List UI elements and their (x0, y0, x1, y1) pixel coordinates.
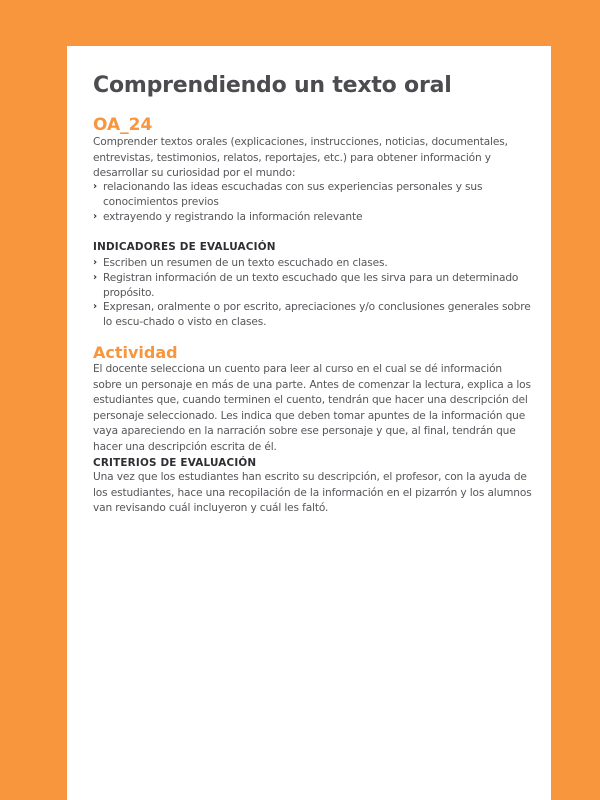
list-item (93, 210, 533, 225)
list-item (93, 300, 533, 330)
chevron-right-icon: › (93, 210, 97, 222)
activity-text: El docente selecciona un cuento para leer al curso en el cual se dé información sobre un personaje en más de una parte. Antes de comenzar la lectura, explica a los estudiantes que, cuando terminen el cuento, tendrán que hacer una descripción del personaje seleccionado. Les indica que deben tomar apuntes de la información que vaya apareciendo en la narración sobre ese personaje y que, al final, tendrán que hacer una descripción escrita de él. (93, 363, 531, 453)
list-item-text: extrayendo y registrando la información relevante (103, 210, 363, 223)
list-item-text: relacionando las ideas escuchadas con sus experiencias personales y sus conocimientos previos (103, 181, 483, 208)
list-item-text: Escriben un resumen de un texto escuchado en clases. (103, 257, 388, 269)
chevron-right-icon: › (93, 271, 97, 283)
list-item-text: Registran información de un texto escuchado que les sirva para un determinado propósito. (103, 271, 519, 299)
list-item (93, 180, 533, 210)
criteria-text: Una vez que los estudiantes han escrito su descripción, el profesor, con la ayuda de los estudiantes, hace una recopilación de la información en el pizarrón y los alumnos van revisando cuál incluyeron y cuál les faltó. (93, 471, 532, 515)
chevron-right-icon: › (93, 257, 97, 268)
chevron-right-icon: › (93, 301, 97, 313)
indicators-heading: INDICADORES DE EVALUACIÓN (93, 241, 276, 253)
chevron-right-icon: › (93, 181, 97, 192)
document-page (67, 46, 551, 800)
page-title: Comprendiendo un texto oral (93, 73, 452, 98)
objective-description: Comprender textos orales (explicaciones, instrucciones, noticias, documentales, entrevistas, testimonios, relatos, reportajes, etc.) para obtener información y desarrollar su curiosidad por el mundo: (93, 136, 508, 180)
objective-bullet-list (93, 180, 533, 224)
list-item (93, 271, 533, 301)
criteria-heading: CRITERIOS DE EVALUACIÓN (93, 457, 257, 469)
activity-heading: Actividad (93, 343, 178, 362)
list-item-text: Expresan, oralmente o por escrito, apreciaciones y/o conclusiones generales sobre lo escu-chado o visto en clases. (103, 301, 531, 329)
indicators-bullet-list (93, 256, 533, 330)
objective-code: OA_24 (93, 115, 153, 135)
list-item (93, 256, 533, 271)
